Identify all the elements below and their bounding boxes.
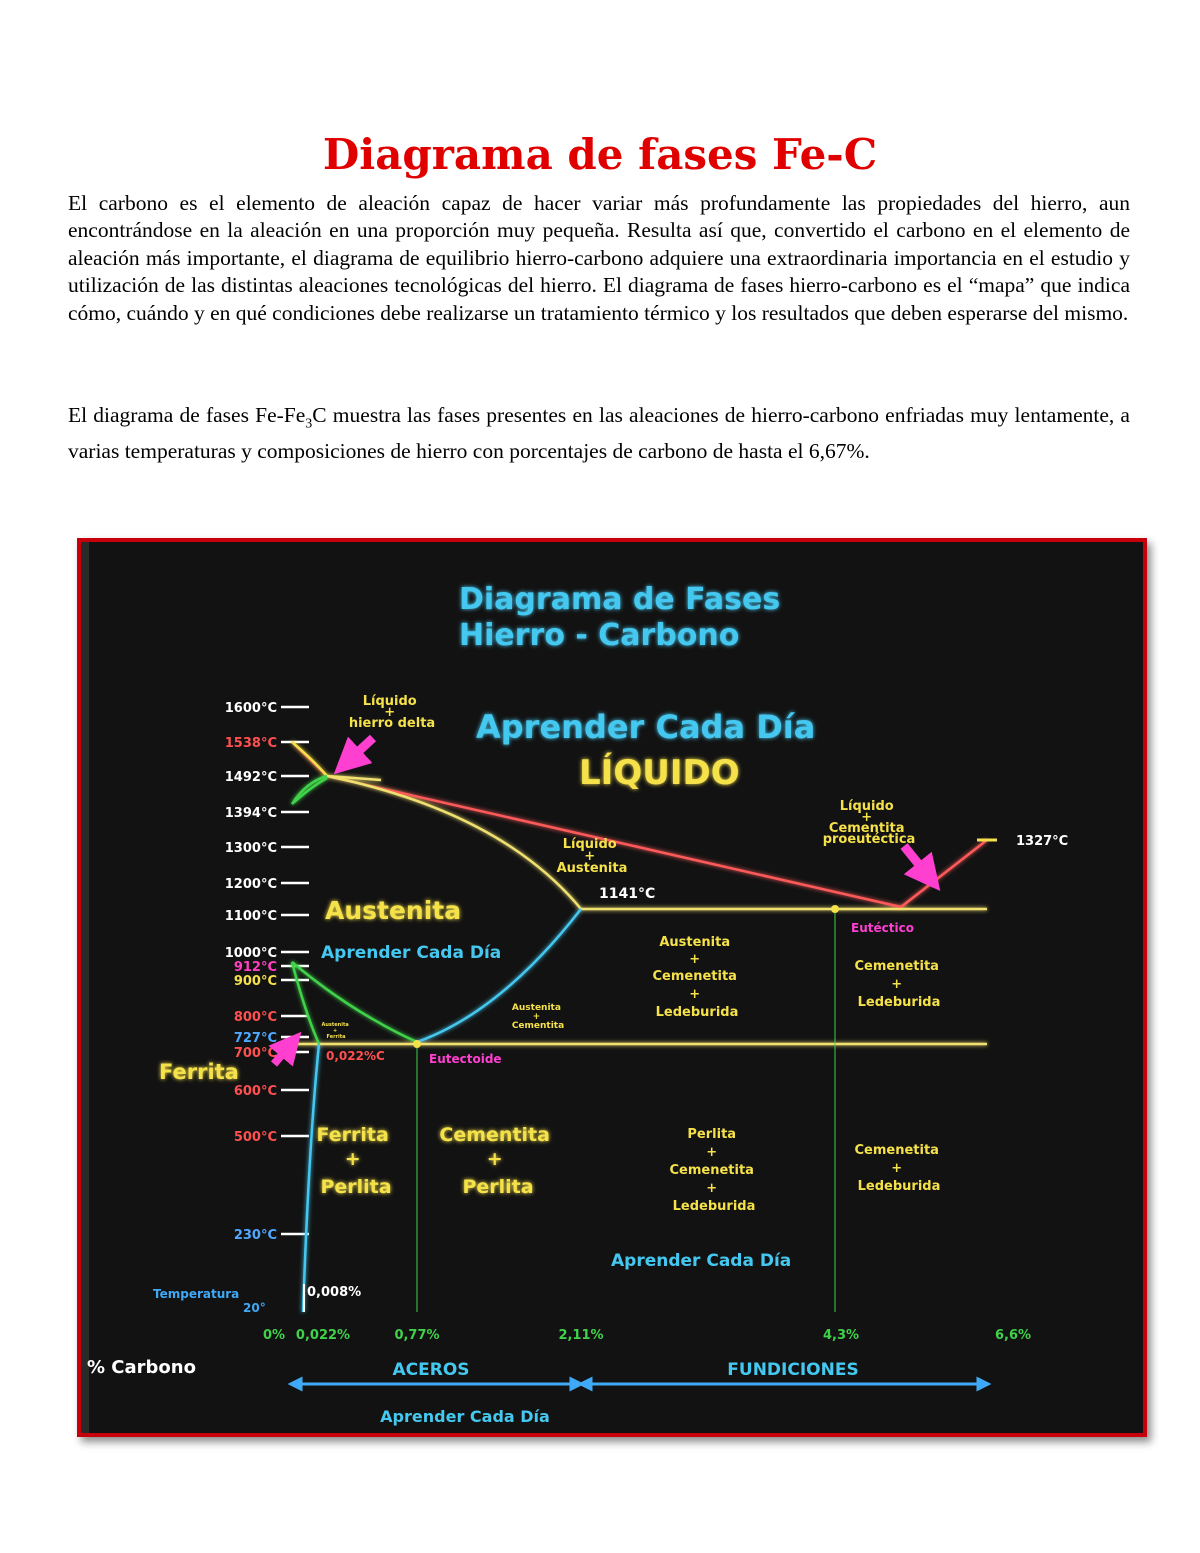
label-line: + bbox=[333, 1028, 338, 1034]
range-aceros: ACEROS bbox=[392, 1360, 470, 1380]
temperature-tick-label: 912°C bbox=[233, 960, 277, 975]
phase-liquido-label: LÍQUIDO bbox=[579, 753, 740, 793]
temperature-tick-label: 1600°C bbox=[224, 701, 277, 716]
temperature-tick-label: 727°C bbox=[233, 1031, 277, 1046]
label-line: Líquido bbox=[562, 837, 617, 852]
figure-title-line1: Diagrama de Fases bbox=[459, 582, 781, 617]
watermark-austenita: Aprender Cada Día bbox=[321, 943, 502, 963]
label-line: Cemenetita bbox=[669, 1163, 754, 1178]
temperature-tick-label: 1300°C bbox=[224, 841, 277, 856]
label-line: Ledeburida bbox=[672, 1199, 756, 1214]
temperature-tick-label: 230°C bbox=[233, 1228, 277, 1243]
carbon-tick-label: 6,6% bbox=[994, 1328, 1032, 1343]
paragraph2-part-a: El diagrama de fases Fe-Fe bbox=[68, 403, 306, 427]
temperature-tick-label: 1492°C bbox=[224, 770, 277, 785]
watermark-footer: Aprender Cada Día bbox=[380, 1407, 550, 1426]
document-title: Diagrama de fases Fe-C bbox=[322, 130, 878, 179]
label-line: Cementita bbox=[439, 1124, 550, 1146]
carbon-tick-label: 2,11% bbox=[558, 1328, 604, 1343]
label-line: Ledeburida bbox=[857, 1179, 941, 1194]
label-line: + bbox=[384, 705, 396, 720]
figure-left-strip bbox=[81, 542, 89, 1433]
range-fundiciones: FUNDICIONES bbox=[727, 1360, 859, 1380]
label-aus-cem-led bbox=[653, 935, 742, 1020]
label-line: Perlita bbox=[687, 1127, 737, 1142]
phase-diagram-svg bbox=[81, 542, 1143, 1433]
label-line: Ledeburida bbox=[857, 995, 941, 1010]
label-line: + bbox=[706, 1181, 718, 1196]
label-line: Ledeburida bbox=[655, 1005, 739, 1020]
label-line: Ferrita bbox=[316, 1124, 389, 1146]
label-line: Cementita bbox=[828, 821, 905, 836]
label-line: proeutéctica bbox=[822, 832, 916, 847]
carbon-axis-label: % Carbono bbox=[87, 1357, 196, 1378]
paragraph-diagram-description bbox=[68, 402, 1130, 465]
carbon-tick-label: 4,3% bbox=[822, 1328, 860, 1343]
temperature-tick-label: 900°C bbox=[233, 974, 277, 989]
label-line: + bbox=[689, 952, 701, 967]
label-line: Austenita bbox=[556, 861, 628, 876]
phase-austenita-label: Austenita bbox=[325, 896, 462, 925]
label-line: Austenita bbox=[659, 935, 731, 950]
label-line: + bbox=[861, 810, 873, 825]
label-line: + bbox=[584, 849, 596, 864]
carbon-tick-label: 0% bbox=[262, 1328, 286, 1343]
temperature-tick-label: 1200°C bbox=[224, 877, 277, 892]
temperature-tick-label: 1538°C bbox=[224, 736, 277, 751]
label-0008: 0,008% bbox=[307, 1285, 362, 1300]
label-line: Austenita bbox=[511, 1003, 561, 1013]
temperature-tick-label: 700°C bbox=[233, 1046, 277, 1061]
label-line: Perlita bbox=[462, 1176, 534, 1198]
carbon-tick-label: 0,022% bbox=[295, 1328, 351, 1343]
eutectoid-point bbox=[413, 1040, 421, 1048]
temperature-20-label: 20° bbox=[243, 1301, 266, 1315]
label-line: + bbox=[344, 1148, 361, 1170]
paragraph-intro: El carbono es el elemento de aleación capaz de hacer variar más profundamente las propiedades del hierro, aun encontrándose en la aleación en una proporción muy pequeña. Resulta así que, convertido el carbono en el elemento de aleación más importante, el diagrama de equilibrio hierro-carbono adquiere una extraordinaria importancia en el estudio y utilización de las distintas aleaciones tecnológicas del hierro. El diagrama de fases hierro-carbono es el “mapa” que indica cómo, cuándo y en qué condiciones debe realizarse un tratamiento térmico y los resultados que deben esperarse del mismo. bbox=[68, 191, 1130, 325]
label-1141: 1141°C bbox=[599, 886, 656, 902]
temperature-tick-label: 1394°C bbox=[224, 806, 277, 821]
label-line: + bbox=[706, 1145, 718, 1160]
temperature-tick-label: 1100°C bbox=[224, 909, 277, 924]
label-eutectico: Eutéctico bbox=[851, 921, 914, 935]
label-line: Cemenetita bbox=[854, 1143, 939, 1158]
label-line: + bbox=[891, 977, 903, 992]
temperature-tick-label: 1000°C bbox=[224, 946, 277, 961]
label-line: Perlita bbox=[320, 1176, 392, 1198]
label-line: Ferrita bbox=[326, 1034, 346, 1040]
label-eutectoide: Eutectoide bbox=[429, 1052, 502, 1066]
figure-title-line2: Hierro - Carbono bbox=[459, 618, 740, 653]
temperature-tick-label: 600°C bbox=[233, 1084, 277, 1099]
paragraph2-part-b: C muestra las fases presentes en las aleaciones de hierro-carbono enfriadas muy lentamente, a varias temperaturas y composiciones de hierro con porcentajes de carbono de hasta el 6,67%. bbox=[68, 403, 1130, 463]
temperature-label: Temperatura bbox=[153, 1287, 240, 1301]
carbon-tick-label: 0,77% bbox=[394, 1328, 440, 1343]
eutectic-point bbox=[831, 905, 839, 913]
label-line: Cemenetita bbox=[854, 959, 939, 974]
label-line: Líquido bbox=[839, 799, 894, 814]
label-ferrita: Ferrita bbox=[159, 1060, 239, 1084]
label-line: hierro delta bbox=[348, 716, 436, 731]
watermark-bottom: Aprender Cada Día bbox=[611, 1251, 792, 1271]
label-line: + bbox=[689, 987, 701, 1002]
paragraph2-subscript: 3 bbox=[305, 416, 313, 432]
label-line: + bbox=[891, 1161, 903, 1176]
label-line: Cemenetita bbox=[652, 969, 737, 984]
label-line: Cementita bbox=[511, 1021, 565, 1031]
temperature-tick-label: 800°C bbox=[233, 1010, 277, 1025]
label-line: Austenita bbox=[321, 1022, 349, 1028]
label-line: + bbox=[532, 1012, 541, 1022]
label-line: Líquido bbox=[362, 694, 417, 709]
phase-diagram-figure bbox=[77, 538, 1147, 1437]
label-1327: 1327°C bbox=[1016, 834, 1069, 849]
temperature-tick-label: 500°C bbox=[233, 1130, 277, 1145]
label-0022c: 0,022%C bbox=[326, 1049, 385, 1063]
label-line: + bbox=[486, 1148, 503, 1170]
watermark-top: Aprender Cada Día bbox=[476, 708, 816, 746]
